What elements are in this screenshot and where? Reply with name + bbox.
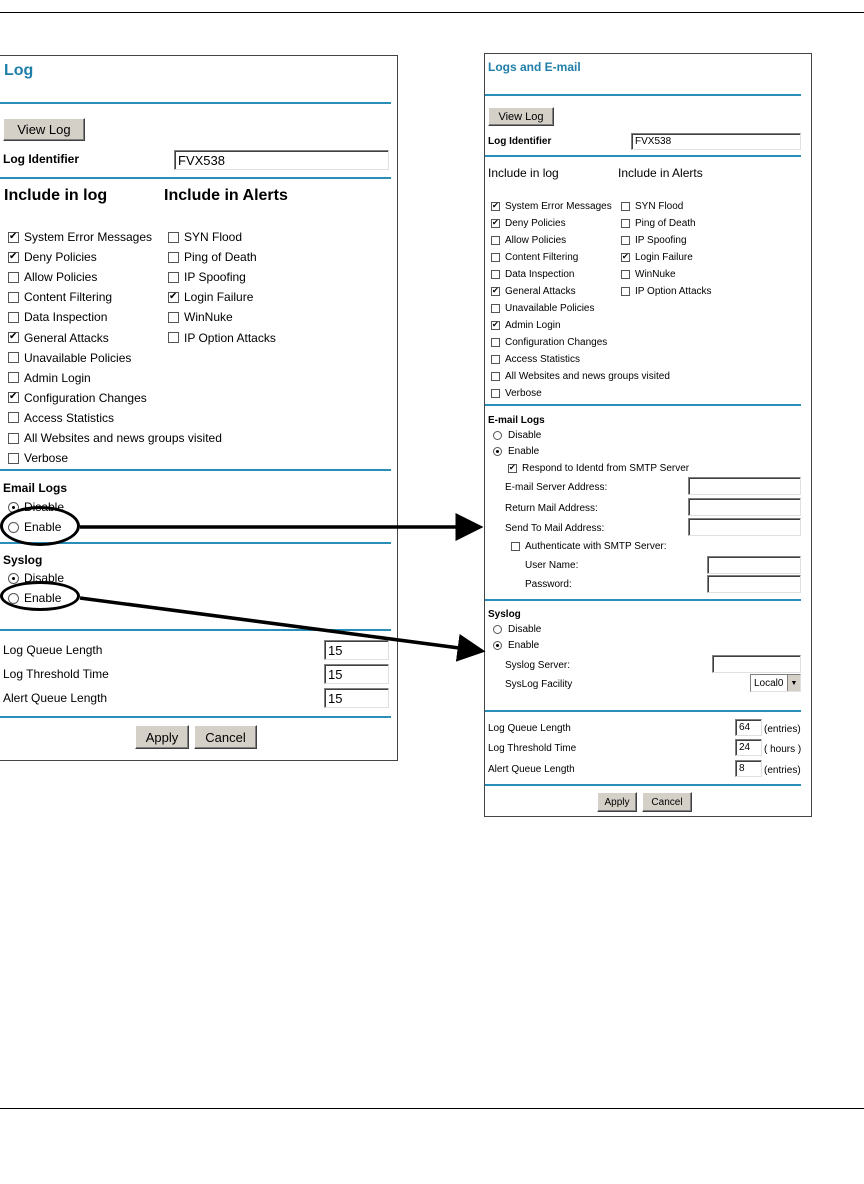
syslog-heading: Syslog <box>3 553 43 567</box>
checkbox-label: Verbose <box>24 451 69 466</box>
checkbox-label: SYN Flood <box>635 201 684 212</box>
password-label: Password: <box>525 579 572 590</box>
checkbox-label: General Attacks <box>24 330 109 345</box>
checkbox-label: Data Inspection <box>505 269 575 280</box>
radio-label: Disable <box>508 624 542 635</box>
email-logs-heading: E-mail Logs <box>488 415 545 426</box>
checkbox-label: Content Filtering <box>24 290 113 305</box>
send-to-mail-label: Send To Mail Address: <box>505 523 605 534</box>
log-queue-length-label: Log Queue Length <box>488 723 571 734</box>
cancel-button[interactable]: Cancel <box>642 792 692 812</box>
email-server-label: E-mail Server Address: <box>505 482 608 493</box>
view-log-button[interactable]: View Log <box>3 118 85 141</box>
checkbox-label: General Attacks <box>505 286 576 297</box>
checkbox-label: Data Inspection <box>24 310 108 325</box>
log-identifier-label: Log Identifier <box>488 136 552 147</box>
checkbox-label: Ping of Death <box>635 218 696 229</box>
checkbox-label: Deny Policies <box>505 218 566 229</box>
checkbox-label: All Websites and news groups visited <box>505 371 670 382</box>
apply-button[interactable]: Apply <box>597 792 637 812</box>
radio-label: Disable <box>24 571 65 585</box>
checkbox-label: SYN Flood <box>184 230 243 244</box>
include-in-log-heading: Include in log <box>488 166 559 180</box>
include-in-alerts-heading: Include in Alerts <box>618 166 703 180</box>
checkbox-label: Admin Login <box>505 320 561 331</box>
checkbox-label: System Error Messages <box>24 230 153 244</box>
alert-queue-length-label: Alert Queue Length <box>3 691 108 705</box>
checkbox-label: WinNuke <box>184 310 233 325</box>
checkbox-label: All Websites and news groups visited <box>24 431 222 445</box>
log-queue-length-unit: (entries) <box>764 724 801 735</box>
return-mail-label: Return Mail Address: <box>505 503 598 514</box>
radio-label: Enable <box>508 640 540 651</box>
chevron-down-icon[interactable]: ▼ <box>787 675 800 691</box>
page-title: Log <box>4 62 34 79</box>
syslog-enable-arrow <box>80 598 482 651</box>
radio-label: Enable <box>24 591 62 605</box>
radio-label: Disable <box>24 500 65 514</box>
checkbox-label: Login Failure <box>184 290 254 305</box>
radio-label: Enable <box>24 520 62 534</box>
checkbox-label: WinNuke <box>635 269 676 280</box>
checkbox-label: Access Statistics <box>24 410 115 425</box>
checkbox-label: Respond to Identd from SMTP Server <box>522 463 690 474</box>
checkbox-label: IP Option Attacks <box>184 330 276 345</box>
checkbox-label: Ping of Death <box>184 250 257 265</box>
syslog-facility-value: Local0 <box>754 677 784 689</box>
checkbox-label: Authenticate with SMTP Server: <box>525 541 667 552</box>
checkbox-label: Login Failure <box>635 252 693 263</box>
radio-label: Disable <box>508 430 542 441</box>
alert-queue-length-unit: (entries) <box>764 765 801 776</box>
checkbox-label: IP Spoofing <box>184 270 246 285</box>
cancel-button[interactable]: Cancel <box>194 725 257 749</box>
log-threshold-time-unit: ( hours ) <box>764 744 802 755</box>
log-threshold-time-label: Log Threshold Time <box>3 667 109 681</box>
checkbox-label: IP Option Attacks <box>635 286 712 297</box>
checkbox-label: Allow Policies <box>24 270 98 285</box>
include-in-alerts-heading: Include in Alerts <box>164 187 288 204</box>
syslog-heading: Syslog <box>488 609 521 620</box>
checkbox-label: IP Spoofing <box>635 235 687 246</box>
log-queue-length-label: Log Queue Length <box>3 643 103 657</box>
checkbox-label: Allow Policies <box>505 235 567 246</box>
checkbox-label: Deny Policies <box>24 250 97 265</box>
syslog-server-label: Syslog Server: <box>505 660 571 671</box>
checkbox-label: Admin Login <box>24 370 91 385</box>
checkbox-label: Verbose <box>505 388 542 399</box>
syslog-facility-label: SysLog Facility <box>505 679 573 690</box>
radio-label: Enable <box>508 446 540 457</box>
log-threshold-time-label: Log Threshold Time <box>488 743 577 754</box>
view-log-button[interactable]: View Log <box>488 107 554 126</box>
checkbox-label: Configuration Changes <box>24 390 147 405</box>
checkbox-label: Access Statistics <box>505 354 581 365</box>
email-logs-heading: Email Logs <box>3 481 68 495</box>
alert-queue-length-label: Alert Queue Length <box>488 764 575 775</box>
include-in-log-heading: Include in log <box>4 187 108 204</box>
log-identifier-label: Log Identifier <box>3 152 79 166</box>
user-name-label: User Name: <box>525 560 579 571</box>
checkbox-label: Configuration Changes <box>505 337 608 348</box>
checkbox-label: Unavailable Policies <box>24 350 132 365</box>
page-title: Logs and E-mail <box>488 60 581 74</box>
checkbox-label: Unavailable Policies <box>505 303 595 314</box>
apply-button[interactable]: Apply <box>135 725 189 749</box>
checkbox-label: Content Filtering <box>505 252 579 263</box>
checkbox-label: System Error Messages <box>505 201 612 212</box>
